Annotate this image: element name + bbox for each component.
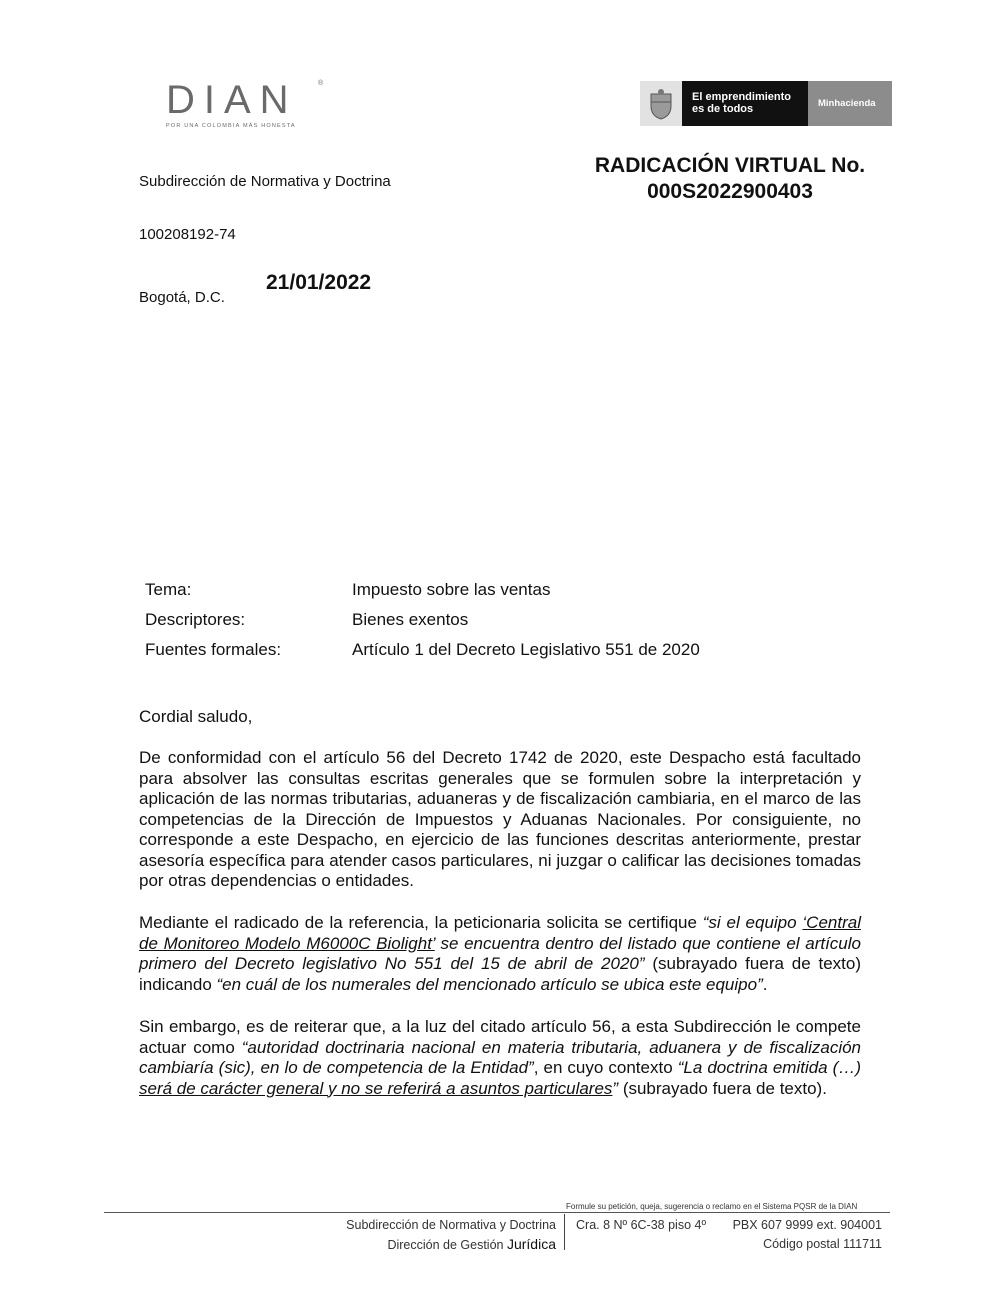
office-name: Subdirección de Normativa y Doctrina bbox=[139, 173, 391, 190]
dian-logo-tagline: POR UNA COLOMBIA MÁS HONESTA bbox=[166, 123, 296, 129]
text-span: Sin embargo, es de reiterar que, a la luz del citado artículo 56, a esta Subdirección le compete actuar como bbox=[139, 1017, 861, 1057]
document-date: 21/01/2022 bbox=[266, 271, 372, 294]
footer-address: Cra. 8 Nº 6C-38 piso 4º bbox=[576, 1218, 707, 1232]
gov-slogan-line1: El emprendimiento bbox=[692, 91, 792, 103]
meta-value: Bienes exentos bbox=[352, 610, 469, 629]
footer-contact bbox=[576, 1216, 882, 1254]
quote-span: “autoridad doctrinaria nacional en materia tributaria, aduanera y de fiscalización cambiaría (sic), en lo de competencia de la Entidad” bbox=[139, 1037, 862, 1077]
coat-of-arms-icon bbox=[640, 81, 682, 126]
meta-row-tema bbox=[145, 580, 700, 610]
paragraph-1-text: De conformidad con el artículo 56 del Decreto 1742 de 2020, este Despacho está facultado para absolver las consultas escritas generales que se formulen sobre la interpretación y aplicación de las normas tributarias, aduaneras y de fiscalización cambiaria, en el marco de las competencias de la Dirección de Impuestos y Aduanas Nacionales. Por consiguiente, no corresponde a este Despacho, en ejercicio de las funciones descritas anteriormente, prestar asesoría específica para atender casos particulares, ni juzgar o calificar las decisiones tomadas por otras dependencias o entidades. bbox=[139, 748, 861, 890]
underlined-quote: ‘Central de Monitoreo Modelo M6000C Biolight’ bbox=[139, 913, 861, 953]
paragraph-3-text bbox=[139, 1017, 861, 1099]
paragraph-2-text bbox=[139, 913, 861, 995]
meta-label: Descriptores: bbox=[145, 610, 246, 629]
footer-office-prefix: Dirección de Gestión bbox=[387, 1238, 507, 1252]
city: Bogotá, D.C. bbox=[139, 289, 225, 306]
meta-value: Impuesto sobre las ventas bbox=[352, 580, 551, 599]
ministry-label: Minhacienda bbox=[808, 81, 892, 126]
text-span: , en cuyo contexto bbox=[533, 1058, 678, 1077]
government-slogan bbox=[682, 81, 808, 126]
paragraph-2 bbox=[139, 913, 861, 995]
meta-row-descriptores bbox=[145, 610, 700, 640]
document-metadata bbox=[145, 580, 700, 670]
gov-slogan-line2: es de todos bbox=[692, 103, 754, 115]
footer-divider bbox=[104, 1212, 890, 1213]
government-logo bbox=[640, 81, 892, 126]
meta-label: Fuentes formales: bbox=[145, 640, 282, 659]
quote-span: “si el equipo bbox=[702, 913, 803, 932]
radicacion-number bbox=[570, 153, 890, 205]
dian-logo-word: DIAN bbox=[166, 78, 298, 122]
reference-number: 100208192-74 bbox=[139, 226, 236, 243]
footer-office-line2 bbox=[346, 1235, 556, 1255]
footer-office bbox=[346, 1216, 556, 1255]
footer-postal: Código postal 111711 bbox=[763, 1237, 882, 1251]
meta-value: Artículo 1 del Decreto Legislativo 551 de 2020 bbox=[352, 640, 700, 659]
meta-row-fuentes bbox=[145, 640, 700, 670]
text-span: . bbox=[762, 974, 768, 994]
text-span: Mediante el radicado de la referencia, la peticionaria solicita se certifique bbox=[139, 913, 703, 932]
radicacion-code: 000S2022900403 bbox=[647, 180, 813, 203]
paragraph-3 bbox=[139, 1017, 861, 1099]
footer-office-emph: Jurídica bbox=[506, 1236, 556, 1252]
dian-registered-mark: ® bbox=[318, 80, 324, 87]
footer-office-line1: Subdirección de Normativa y Doctrina bbox=[346, 1218, 556, 1232]
paragraph-1 bbox=[139, 748, 861, 892]
quote-span: se encuentra dentro del listado que contiene el artículo primero del Decreto legislativo No 551 del 15 de abril de 2020” bbox=[139, 933, 861, 973]
greeting: Cordial saludo, bbox=[139, 707, 253, 726]
radicacion-label: RADICACIÓN VIRTUAL No. bbox=[594, 154, 866, 177]
text-span: (subrayado fuera de texto). bbox=[618, 1078, 827, 1098]
footer-contact-row bbox=[576, 1216, 882, 1235]
quote-span: “La doctrina emitida (…) bbox=[677, 1058, 862, 1077]
underlined-quote: será de carácter general y no se referirá a asuntos particulares bbox=[139, 1078, 613, 1098]
footer-phone: PBX 607 9999 ext. 904001 bbox=[732, 1218, 882, 1232]
quote-span: ” bbox=[612, 1078, 619, 1098]
text-span: (subrayado fuera de texto) indicando bbox=[139, 954, 861, 994]
dian-logo bbox=[166, 80, 326, 130]
quote-span: “en cuál de los numerales del mencionado artículo se ubica este equipo” bbox=[216, 974, 763, 994]
footer-vertical-divider bbox=[564, 1214, 565, 1250]
footer-pqsr-note: Formule su petición, queja, sugerencia o reclamo en el Sistema PQSR de la DIAN bbox=[566, 1202, 858, 1211]
meta-label: Tema: bbox=[145, 580, 192, 599]
